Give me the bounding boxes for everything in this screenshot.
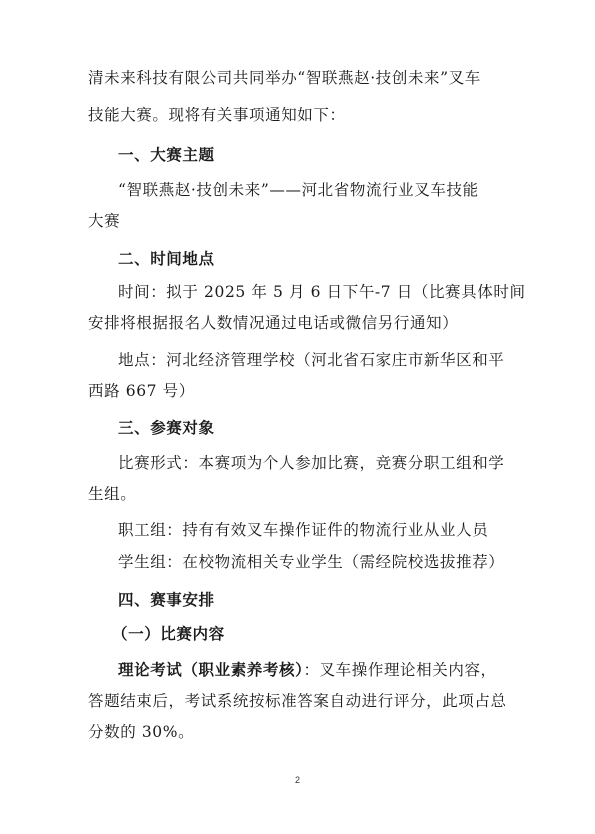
page-number: 2 [294, 775, 300, 785]
section-heading-theme: 一、大赛主题 [118, 146, 215, 164]
paragraph-intro-line-2: 技能大赛。现将有关事项通知如下： [88, 106, 346, 124]
time-text-line-1: 时间：拟于 2025 年 5 月 6 日下午-7 日（比赛具体时间 [118, 283, 526, 301]
section-heading-arrangement: 四、赛事安排 [118, 591, 215, 609]
format-text-line-1: 比赛形式：本赛项为个人参加比赛，竞赛分职工组和学 [118, 454, 505, 472]
theme-text-line-2: 大赛 [88, 212, 121, 230]
theory-exam-title: 理论考试（职业素养考核） [118, 661, 304, 679]
place-text-line-2: 西路 667 号） [88, 382, 195, 400]
section-heading-participants: 三、参赛对象 [118, 419, 215, 437]
staff-group-text: 职工组：持有有效叉车操作证件的物流行业从业人员 [118, 521, 489, 539]
theory-exam-desc: ：叉车操作理论相关内容， [303, 661, 497, 679]
theory-exam-line-1 [118, 660, 538, 680]
section-heading-time-place: 二、时间地点 [118, 250, 215, 268]
time-text-line-2: 安排将根据报名人数情况通过电话或微信另行通知） [88, 314, 459, 332]
theme-text-line-1: “智联燕赵·技创未来”——河北省物流行业叉车技能 [118, 181, 479, 199]
student-group-text: 学生组：在校物流相关专业学生（需经院校选拔推荐） [118, 553, 505, 571]
theory-exam-line-2: 答题结束后，考试系统按标准答案自动进行评分，此项占总 [88, 692, 507, 710]
paragraph-intro-line-1: 清未来科技有限公司共同举办“智联燕赵·技创未来”叉车 [88, 69, 481, 87]
subsection-heading-content: （一）比赛内容 [112, 625, 225, 643]
theory-exam-line-3: 分数的 30%。 [88, 723, 195, 741]
place-text-line-1: 地点：河北经济管理学校（河北省石家庄市新华区和平 [118, 351, 505, 369]
format-text-line-2: 生组。 [88, 485, 137, 503]
